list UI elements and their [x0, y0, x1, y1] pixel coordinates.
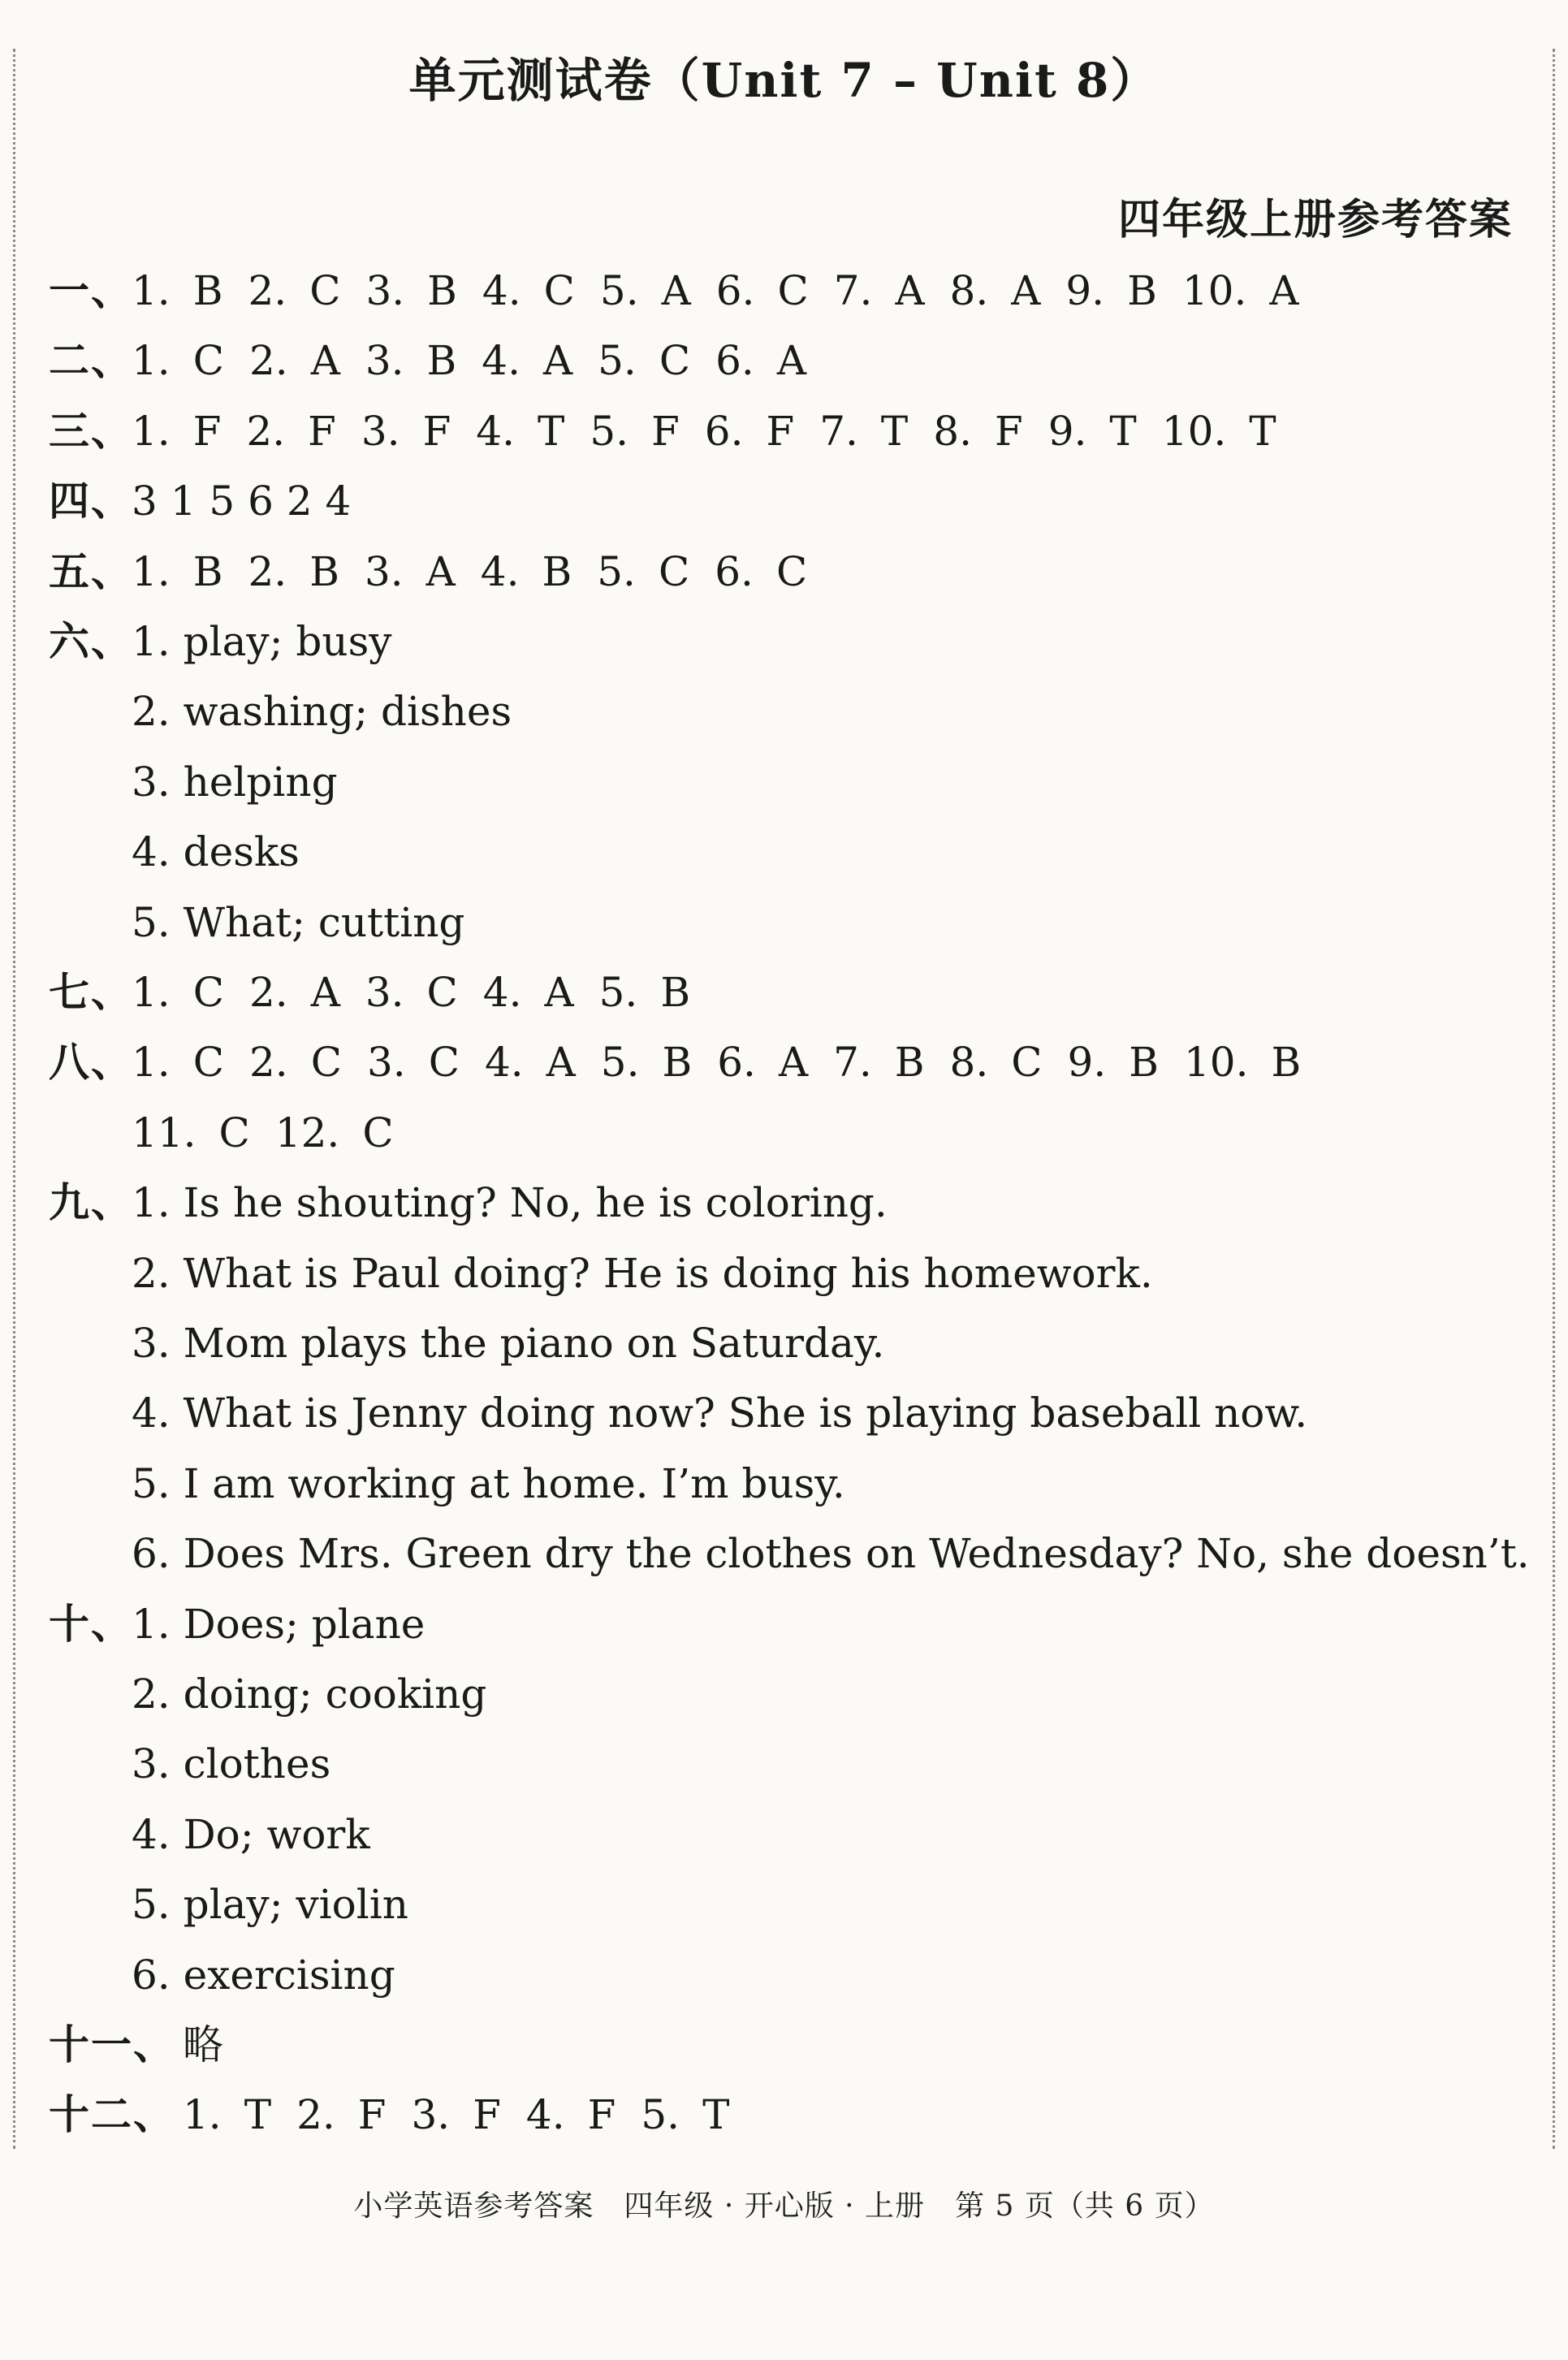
answer-item — [367, 1030, 460, 1095]
question-number: 5. — [590, 407, 629, 455]
answer-item — [601, 1030, 692, 1095]
answer-sentence: 3. clothes — [132, 1740, 331, 1788]
answer-value: F — [766, 407, 795, 455]
section-line — [49, 1802, 370, 1867]
answer-item — [132, 328, 224, 393]
answer-value: B — [192, 547, 223, 595]
question-number: 4. — [480, 547, 520, 595]
question-number: 1. — [132, 337, 171, 385]
question-number: 4. — [476, 407, 515, 455]
answer-item — [1068, 1030, 1159, 1095]
answer-item — [717, 1030, 808, 1095]
question-number: 3. — [365, 969, 404, 1016]
answer-item — [933, 399, 1022, 464]
question-number: 4. — [482, 969, 522, 1016]
answer-item — [483, 960, 574, 1025]
answer-item — [526, 2082, 616, 2147]
section-line — [49, 1943, 395, 2008]
question-number: 6. — [704, 407, 744, 455]
section-line — [49, 1592, 425, 1657]
answer-value: B — [894, 1039, 925, 1087]
answer-value: B — [1271, 1039, 1302, 1087]
question-number: 9. — [1047, 407, 1087, 455]
answer-item — [834, 258, 925, 323]
question-number: 10. — [1181, 267, 1247, 314]
section-line — [49, 1170, 888, 1235]
question-number: 3. — [364, 547, 404, 595]
answer-value: F — [651, 407, 680, 455]
section-label: 三、 — [49, 406, 133, 455]
answer-item — [599, 960, 690, 1025]
answer-value: A — [546, 1039, 576, 1087]
answer-item — [246, 399, 335, 464]
answer-item — [365, 539, 456, 604]
question-number: 6. — [715, 337, 754, 385]
section-row — [49, 399, 1302, 464]
question-number: 3. — [366, 1039, 406, 1087]
answer-sentence: 2. doing; cooking — [132, 1671, 487, 1718]
question-number: 5. — [600, 1039, 640, 1087]
answer-value: B — [426, 337, 457, 385]
section-label: 十一、 — [49, 2021, 175, 2068]
question-number: 10. — [1161, 407, 1227, 455]
answer-sentence: 4. What is Jenny doing now? She is playing baseball now. — [132, 1390, 1308, 1437]
section-row — [49, 960, 715, 1025]
answer-value: A — [661, 267, 691, 314]
question-number: 3. — [365, 337, 404, 385]
answer-value: A — [543, 337, 573, 385]
answer-value: T — [537, 407, 565, 455]
question-number: 7. — [833, 1039, 872, 1087]
answer-value: T — [1249, 407, 1276, 455]
answer-value: B — [662, 1039, 693, 1087]
question-number: 1. — [183, 2091, 222, 2139]
section-row — [49, 539, 832, 604]
question-number: 6. — [715, 267, 755, 314]
section-line — [49, 679, 512, 744]
answer-item — [365, 328, 456, 393]
answer-item — [1182, 258, 1299, 323]
answer-item — [705, 399, 794, 464]
section-label: 二、 — [49, 336, 133, 385]
section-label: 七、 — [49, 968, 133, 1016]
question-number: 2. — [248, 337, 288, 385]
section-row — [49, 469, 351, 534]
question-number: 2. — [248, 547, 287, 595]
question-number: 9. — [1067, 1039, 1107, 1087]
answer-value: C — [775, 547, 808, 595]
answer-value: C — [658, 547, 690, 595]
section-row — [49, 2082, 754, 2147]
section-line — [49, 1521, 1530, 1586]
answer-item — [819, 399, 908, 464]
answer-item — [249, 1030, 342, 1095]
question-number: 5. — [598, 969, 638, 1016]
answer-value: F — [308, 407, 336, 455]
question-number: 1. — [132, 969, 171, 1016]
answer-item — [132, 539, 222, 604]
answer-item — [598, 328, 690, 393]
answer-value: F — [357, 2091, 387, 2139]
answer-value: C — [310, 1039, 342, 1087]
answer-item — [183, 2082, 271, 2147]
question-number: 2. — [296, 2091, 335, 2139]
answer-value: C — [1011, 1039, 1043, 1087]
question-number: 4. — [484, 1039, 524, 1087]
section-row — [49, 1030, 1326, 1095]
answer-sentence: 5. I am working at home. I’m busy. — [132, 1459, 845, 1507]
question-number: 2. — [248, 969, 288, 1016]
answer-value: C — [192, 337, 224, 385]
question-number: 6. — [715, 547, 754, 595]
answer-value: B — [660, 969, 691, 1016]
question-number: 1. — [132, 1039, 171, 1087]
answer-item — [361, 399, 451, 464]
answer-value: C — [192, 1039, 224, 1087]
question-number: 4. — [525, 2091, 565, 2139]
answer-item — [412, 2082, 501, 2147]
answer-value: B — [1129, 1039, 1159, 1087]
answer-item — [1065, 258, 1156, 323]
answer-value: A — [895, 267, 925, 314]
answer-item — [715, 328, 806, 393]
section-line — [49, 819, 300, 884]
answer-item — [1162, 399, 1276, 464]
answer-value: F — [473, 2091, 501, 2139]
left-dotted-margin — [13, 49, 15, 2149]
question-number: 8. — [949, 267, 989, 314]
answer-item — [482, 258, 575, 323]
page-subtitle: 四年级上册参考答案 — [1117, 195, 1513, 244]
section-line — [49, 890, 464, 955]
answer-text: 略 — [183, 2021, 223, 2068]
answer-value: C — [543, 267, 575, 314]
answer-value: C — [362, 1109, 394, 1156]
answer-item — [481, 539, 572, 604]
section-row — [49, 258, 1324, 323]
answer-value: T — [244, 2091, 272, 2139]
answer-sentence: 5. play; violin — [132, 1881, 408, 1929]
answer-item — [950, 258, 1041, 323]
answer-item — [132, 399, 221, 464]
question-number: 5. — [599, 267, 639, 314]
question-number: 5. — [641, 2091, 680, 2139]
section-line — [49, 1311, 884, 1376]
answer-item — [641, 2082, 729, 2147]
section-line — [49, 1241, 1153, 1306]
answer-value: C — [309, 267, 341, 314]
answer-sentence: 4. Do; work — [132, 1810, 370, 1858]
question-number: 1. — [132, 547, 171, 595]
answer-item — [132, 258, 222, 323]
answer-item — [485, 1030, 576, 1095]
answer-value: A — [1269, 267, 1299, 314]
answer-value: F — [192, 407, 222, 455]
answer-sentence: 1. play; busy — [132, 618, 392, 665]
question-number: 5. — [597, 547, 636, 595]
section-line — [49, 1381, 1307, 1446]
answer-value: A — [1011, 267, 1041, 314]
answer-item — [248, 539, 339, 604]
question-number: 2. — [246, 407, 286, 455]
answer-sentence: 5. What; cutting — [132, 898, 465, 946]
question-number: 2. — [248, 1039, 288, 1087]
answer-item — [833, 1030, 924, 1095]
question-number: 8. — [949, 1039, 989, 1087]
answer-item — [715, 539, 807, 604]
question-number: 7. — [819, 407, 858, 455]
answer-sentence: 3. Mom plays the piano on Saturday. — [132, 1320, 885, 1367]
answer-item — [482, 328, 572, 393]
answer-item — [249, 960, 340, 1025]
answer-sentence: 1. Is he shouting? No, he is coloring. — [132, 1179, 888, 1227]
question-number: 7. — [833, 267, 873, 314]
question-number: 3. — [411, 2091, 451, 2139]
answer-value: A — [425, 547, 456, 595]
section-label: 十、 — [49, 1599, 133, 1648]
answer-item — [597, 539, 689, 604]
answer-value: C — [192, 969, 224, 1016]
answer-sentence: 2. washing; dishes — [132, 688, 512, 736]
answer-value: A — [544, 969, 574, 1016]
question-number: 5. — [598, 337, 637, 385]
answer-item — [132, 1030, 224, 1095]
section-line — [49, 1731, 330, 1796]
section-line — [49, 609, 392, 674]
section-label: 五、 — [49, 547, 133, 595]
question-number: 4. — [482, 337, 521, 385]
answer-value: A — [310, 337, 340, 385]
answer-value: C — [426, 969, 458, 1016]
answer-item — [950, 1030, 1043, 1095]
section-line — [49, 1662, 486, 1727]
answer-value: F — [994, 407, 1023, 455]
answer-value: A — [310, 969, 340, 1016]
answer-sentence: 3. helping — [132, 758, 338, 806]
answer-value: A — [778, 1039, 809, 1087]
answer-item — [296, 2082, 386, 2147]
page-title: 单元测试卷（Unit 7 – Unit 8） — [408, 53, 1160, 108]
question-number: 1. — [132, 407, 171, 455]
answer-sentence: 6. exercising — [132, 1951, 395, 1999]
answer-value: T — [880, 407, 909, 455]
answer-item — [249, 328, 340, 393]
section-row — [49, 328, 832, 393]
answer-value: B — [427, 267, 457, 314]
answer-value: B — [542, 547, 572, 595]
question-number: 9. — [1065, 267, 1105, 314]
answer-item — [132, 960, 224, 1025]
question-number: 6. — [717, 1039, 756, 1087]
answer-value: T — [702, 2091, 730, 2139]
section-label: 六、 — [49, 617, 133, 665]
answer-item — [600, 258, 691, 323]
answer-value: B — [192, 267, 223, 314]
answer-item — [476, 399, 564, 464]
section-row — [49, 2012, 223, 2077]
question-number: 3. — [361, 407, 400, 455]
answer-value: F — [587, 2091, 616, 2139]
section-row-continued — [49, 1100, 419, 1165]
answer-value: A — [776, 337, 806, 385]
section-label: 一、 — [49, 266, 133, 314]
question-number: 2. — [248, 267, 287, 314]
section-label: 八、 — [49, 1038, 133, 1087]
question-number: 1. — [132, 267, 171, 314]
answer-item — [132, 1100, 250, 1165]
answer-sentence: 4. desks — [132, 828, 300, 876]
answer-value: C — [777, 267, 809, 314]
answer-item — [716, 258, 809, 323]
question-number: 12. — [274, 1109, 340, 1156]
answer-item — [590, 399, 679, 464]
answer-value: F — [422, 407, 451, 455]
question-number: 3. — [365, 267, 405, 314]
answer-item — [365, 258, 456, 323]
answer-value: T — [1109, 407, 1137, 455]
section-line — [49, 750, 338, 815]
question-number: 11. — [132, 1109, 197, 1156]
answer-value: B — [1127, 267, 1157, 314]
answer-sentence: 2. What is Paul doing? He is doing his homework. — [132, 1249, 1153, 1297]
page-footer: 小学英语参考答案 四年级 · 开心版 · 上册 第 5 页（共 6 页） — [353, 2189, 1215, 2223]
answer-item — [1184, 1030, 1301, 1095]
question-number: 8. — [933, 407, 972, 455]
section-label: 十二、 — [49, 2090, 175, 2139]
answer-text: 3 1 5 6 2 4 — [132, 478, 352, 525]
question-number: 10. — [1184, 1039, 1249, 1087]
answer-sentence: 6. Does Mrs. Green dry the clothes on Wednesday? No, she doesn’t. — [132, 1530, 1530, 1578]
answer-item — [248, 258, 340, 323]
section-line — [49, 1451, 845, 1516]
answer-item — [1048, 399, 1137, 464]
answer-item — [275, 1100, 394, 1165]
question-number: 4. — [482, 267, 521, 314]
answer-value: C — [659, 337, 691, 385]
answer-value: B — [309, 547, 339, 595]
right-dotted-margin — [1553, 49, 1555, 2149]
answer-value: C — [428, 1039, 460, 1087]
section-label: 四、 — [49, 477, 133, 525]
answer-item — [365, 960, 458, 1025]
answer-value: C — [218, 1109, 250, 1156]
section-line — [49, 1872, 408, 1937]
answer-sentence: 1. Does; plane — [132, 1600, 425, 1648]
section-label: 九、 — [49, 1178, 133, 1227]
